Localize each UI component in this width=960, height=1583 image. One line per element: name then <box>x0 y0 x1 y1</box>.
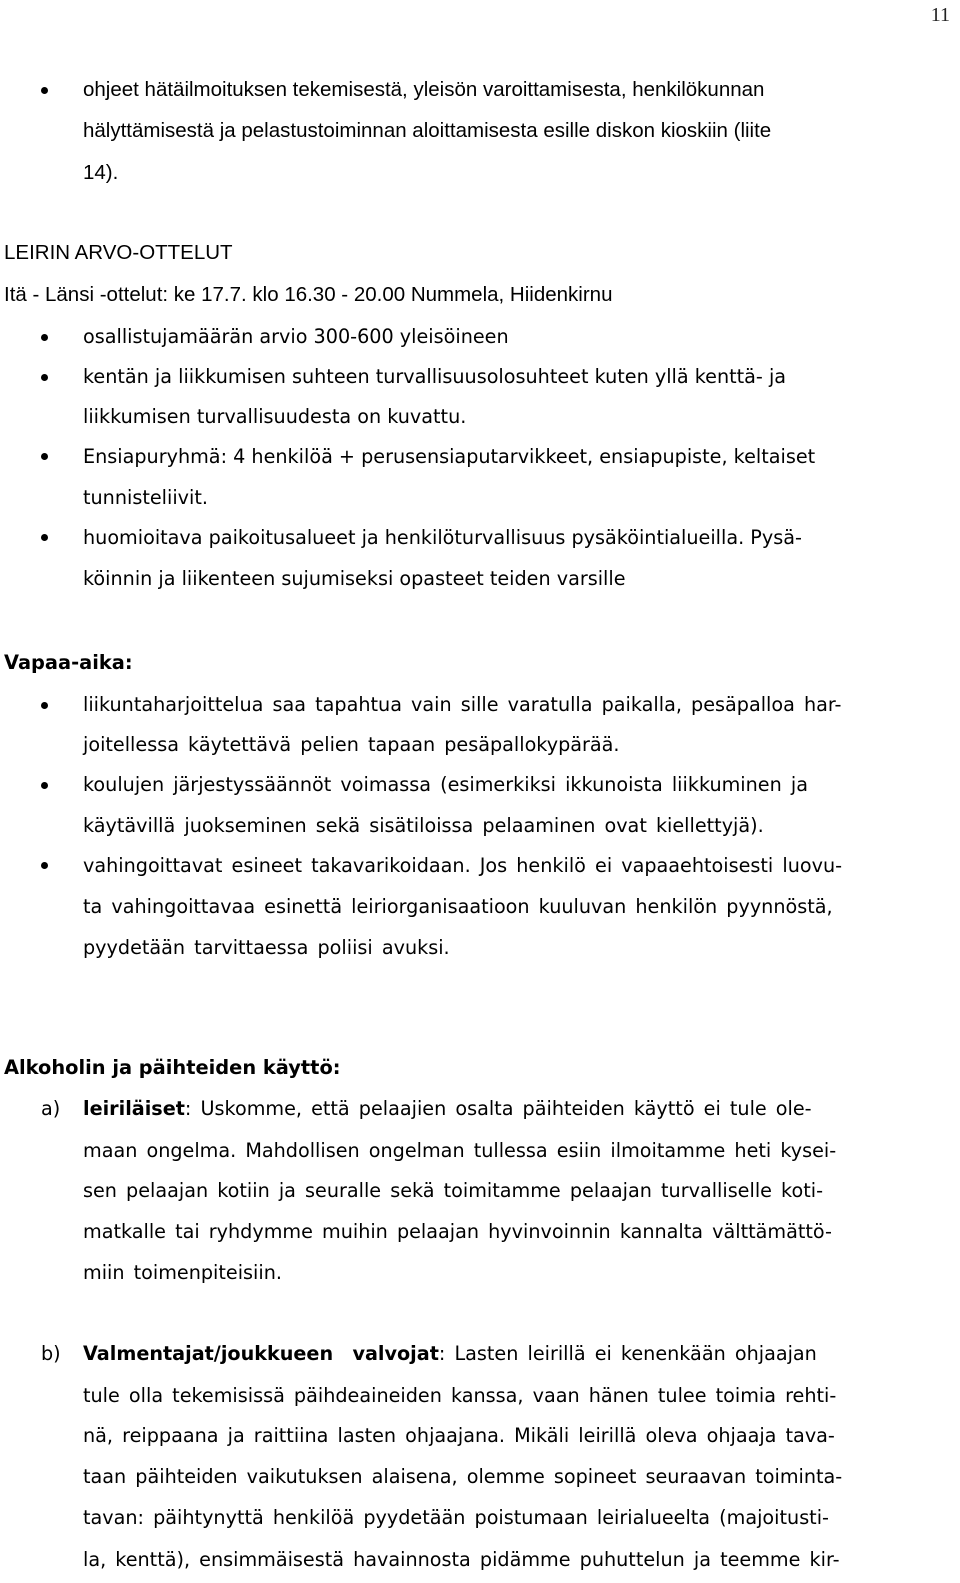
bullet-icon <box>41 862 48 869</box>
list-item-line: vahingoittavat esineet takavarikoidaan. Jos henkilö ei vapaaehtoisesti luovu- <box>83 854 843 877</box>
bullet-icon <box>41 702 48 709</box>
paragraph-line: miin toimenpiteisiin. <box>83 1261 282 1284</box>
list-item-line: liikuntaharjoittelua saa tapahtua vain sille varatulla paikalla, pesäpalloa har- <box>83 693 842 716</box>
list-item-line: Ensiapuryhmä: 4 henkilöä + perusensiaputarvikkeet, ensiapupiste, keltaiset <box>83 445 816 468</box>
bullet-icon <box>41 374 48 381</box>
paragraph-line: tavan: päihtynyttä henkilöä pyydetään poistumaan leirialueelta (majoitusti- <box>83 1506 829 1529</box>
list-item-line: koulujen järjestyssäännöt voimassa (esimerkiksi ikkunoista liikkuminen ja <box>83 773 808 796</box>
paragraph-line <box>83 1341 817 1367</box>
line-text: : Uskomme, että pelaajien osalta päihteiden käyttö ei tule ole- <box>184 1097 812 1120</box>
bullet-icon <box>41 782 48 789</box>
list-item-line: joitellessa käytettävä pelien tapaan pesäpallokypärää. <box>83 733 620 756</box>
paragraph-line: la, kenttä), ensimmäisestä havainnosta pidämme puhuttelun ja teemme kir- <box>83 1548 840 1571</box>
paragraph-line: matkalle tai ryhdymme muihin pelaajan hyvinvoinnin kannalta välttämättö- <box>83 1220 832 1243</box>
list-item-line: käytävillä juokseminen sekä sisätiloissa pelaaminen ovat kiellettyjä). <box>83 814 764 837</box>
list-item-line: pyydetään tarvittaessa poliisi avuksi. <box>83 936 450 959</box>
paragraph-line: maan ongelma. Mahdollisen ongelman tullessa esiin ilmoitamme heti kysei- <box>83 1139 837 1162</box>
paragraph-line: taan päihteiden vaikutuksen alaisena, olemme sopineet seuraavan toiminta- <box>83 1465 843 1488</box>
list-item-line: huomioitava paikoitusalueet ja henkilöturvallisuus pysäköintialueilla. Pysä- <box>83 526 802 549</box>
list-item-line: osallistujamäärän arvio 300-600 yleisöineen <box>83 325 509 348</box>
matches-subtitle: Itä - Länsi -ottelut: ke 17.7. klo 16.30 - 20.00 Nummela, Hiidenkirnu <box>4 283 613 306</box>
item-marker: b) <box>41 1342 61 1365</box>
list-item-line: ta vahingoittavaa esinettä leiriorganisaatioon kuuluvan henkilön pyynnöstä, <box>83 895 833 918</box>
bullet-icon <box>41 334 48 341</box>
intro-line: hälyttämisestä ja pelastustoiminnan aloittamisesta esille diskon kioskiin (liite <box>83 119 772 142</box>
paragraph-line: sen pelaajan kotiin ja seuralle sekä toimitamme pelaajan turvalliselle koti- <box>83 1179 823 1202</box>
line-text: : Lasten leirillä ei kenenkään ohjaajan <box>438 1342 817 1365</box>
intro-line: 14). <box>83 161 119 184</box>
free-time-heading: Vapaa-aika: <box>4 651 133 674</box>
paragraph-line <box>83 1096 812 1122</box>
list-item-line: tunnisteliivit. <box>83 486 208 509</box>
bullet-icon <box>41 453 48 460</box>
paragraph-line: nä, reippaana ja raittiina lasten ohjaajana. Mikäli leirillä oleva ohjaaja tava- <box>83 1424 835 1447</box>
page-number: 11 <box>930 4 950 26</box>
list-item-line: liikkumisen turvallisuudesta on kuvattu. <box>83 405 467 428</box>
item-marker: a) <box>41 1097 61 1120</box>
bold-label: leiriläiset <box>83 1097 185 1120</box>
bullet-icon <box>41 87 48 94</box>
alcohol-heading: Alkoholin ja päihteiden käyttö: <box>4 1056 341 1079</box>
paragraph-line: tule olla tekemisissä päihdeaineiden kanssa, vaan hänen tulee toimia rehti- <box>83 1384 837 1407</box>
bullet-icon <box>41 534 48 541</box>
bold-label: Valmentajat/joukkueen valvojat <box>83 1342 439 1365</box>
matches-title: LEIRIN ARVO-OTTELUT <box>4 241 233 264</box>
list-item-line: kentän ja liikkumisen suhteen turvallisuusolosuhteet kuten yllä kenttä- ja <box>83 365 787 388</box>
intro-line: ohjeet hätäilmoituksen tekemisestä, yleisön varoittamisesta, henkilökunnan <box>83 78 765 101</box>
list-item-line: köinnin ja liikenteen sujumiseksi opasteet teiden varsille <box>83 567 626 590</box>
